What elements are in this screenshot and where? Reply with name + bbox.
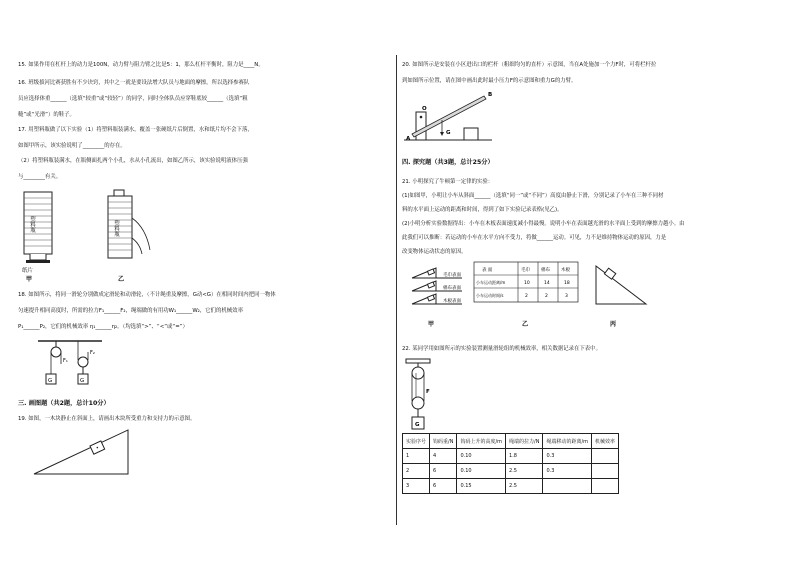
question-21-line2: (1)如图甲，小明让小车从斜面______（选填“同一”或“不同”）高度由静止下滑，分别记录了小车在三种不同材 <box>402 193 664 199</box>
t21-r2-0: 小车运动时间/s <box>476 293 504 298</box>
figure-22-pulley-block <box>402 357 434 433</box>
cell <box>592 479 619 494</box>
t21-r1-3: 18 <box>564 281 570 286</box>
surface-wood: 木板表面 <box>443 299 461 304</box>
question-20-line1: 20. 如图所示是安装在小区进出口的栏杆（粗细均匀的直杆）示意图，当在A处施加一个力F时，可将栏杆拉 <box>402 62 657 68</box>
label-F-22: F <box>426 389 430 395</box>
label-A: A <box>406 136 411 142</box>
question-21-line6: 改变物体运动状态的原因。 <box>402 249 467 255</box>
cell: 6 <box>430 464 457 479</box>
t21-r1-1: 10 <box>524 281 530 286</box>
cell: 4 <box>430 449 457 464</box>
label-bing-21: 丙 <box>610 321 617 328</box>
cell: 6 <box>430 479 457 494</box>
cell: 2.5 <box>506 479 543 494</box>
t21-head-3: 木板 <box>561 268 570 273</box>
question-21-line4: (2)小明分析实验数据得出：小车在木板表面速度减小得最慢。说明小车在表面越光滑的水平面上受到的摩擦力越小。由 <box>402 221 685 227</box>
t21-head-2: 棉布 <box>541 268 550 273</box>
t21-r2-1: 2 <box>525 294 528 299</box>
table-header-row <box>403 434 619 449</box>
th-weight: 钩码重/N <box>430 434 457 449</box>
question-20-line2: 到如图所示位置，请在图中画出此时最小压力F的示意图和重力G的力臂。 <box>402 78 577 84</box>
cell: 0.10 <box>457 449 506 464</box>
cell: 2.5 <box>506 464 543 479</box>
cell: 1.8 <box>506 449 543 464</box>
question-16-line1: 16. 班级拔河比赛获胜有不少诀窍，其中之一就是要设法增大队员与地面的摩擦，所以选择参赛队 <box>18 80 250 86</box>
th-force: 绳端的拉力/N <box>506 434 543 449</box>
cell: 3 <box>403 479 430 494</box>
label-jia-21: 甲 <box>428 321 435 328</box>
question-17-line2: 如图甲所示，该实验说明了________的存在。 <box>18 143 126 149</box>
figure-21-carts <box>410 258 654 334</box>
section-4-heading: 四. 探究题（共3题，总计25分） <box>402 159 494 166</box>
label-G2: G <box>80 378 85 384</box>
label-yi: 乙 <box>118 276 125 283</box>
question-21-line3: 料的水平面上运动的距离和时间，得到了如下实验记录表格(见乙)。 <box>402 207 563 213</box>
t21-r1-0: 小车运动距离/m <box>476 280 506 285</box>
question-18-line2: 匀速提升相同高度时，所需的拉力F₁______F₂，绳端做的有用功W₁______W₂，它们的机械效率 <box>18 308 243 314</box>
label-O: O <box>422 106 427 112</box>
column-divider <box>396 55 397 525</box>
figure-17-bottles <box>18 188 158 284</box>
cell <box>592 449 619 464</box>
question-16-line2: 员应选择体重______（选填“较重”或“较轻”）的同学，同时全体队员应穿鞋底较______（选填“粗 <box>18 96 248 102</box>
table-row <box>403 449 619 464</box>
question-17-line4: 与________有关。 <box>18 174 62 180</box>
th-height: 钩码上升的高度/m <box>457 434 506 449</box>
figure-18-pulleys <box>36 338 106 390</box>
question-21-line5: 此我们可以推断：若运动的小车在水平方向不受力，将做______运动。可见，力不是维持物体运动的原因，力是 <box>402 235 667 241</box>
label-G-22: G <box>415 422 420 428</box>
cell: 0.10 <box>457 464 506 479</box>
question-17-line1: 17. 用塑料瓶做了以下实验（1）将塑料瓶装满水，覆盖一张硬纸片后倒置，水和纸片均不会下落， <box>18 127 253 133</box>
card-label: 纸片 <box>22 268 34 274</box>
question-15: 15. 如果作用在杠杆上的动力是100N，动力臂与阻力臂之比是5：1，那么杠杆平衡时，阻力是____N。 <box>18 62 264 68</box>
incline-bing <box>596 266 646 304</box>
label-F2: F₂ <box>90 350 95 356</box>
cell: 2 <box>403 464 430 479</box>
cell: 0.3 <box>543 449 592 464</box>
th-efficiency: 机械效率 <box>592 434 619 449</box>
label-F1: F₁ <box>63 358 68 364</box>
t21-r2-2: 2 <box>545 294 548 299</box>
question-19: 19. 如图，一木块静止在斜面上，请画出木块所受重力和支持力的示意图。 <box>18 416 196 422</box>
question-18-line1: 18. 如图所示，将同一滑轮分别做成定滑轮和动滑轮，（不计绳重及摩擦，G动<G）在相同时间内把同一物体 <box>18 292 276 298</box>
t21-r2-3: 3 <box>565 294 568 299</box>
cell: 1 <box>403 449 430 464</box>
bottle-yi-label: 塑料瓶 <box>113 220 119 237</box>
t21-r1-2: 14 <box>544 281 550 286</box>
bottle-jia-label: 塑料瓶 <box>29 216 35 233</box>
cell <box>592 464 619 479</box>
th-trial: 实验序号 <box>403 434 430 449</box>
table-row <box>403 479 619 494</box>
pulley-efficiency-table <box>402 433 619 494</box>
cell: 0.15 <box>457 479 506 494</box>
label-G: G <box>446 130 451 136</box>
surface-towel: 毛巾表面 <box>443 273 461 278</box>
question-17-line3: （2）将塑料瓶装满水，在瓶侧面扎两个小孔，水从小孔流出，如图乙所示，该实验说明液体压强 <box>18 158 248 164</box>
label-yi-21: 乙 <box>522 321 529 328</box>
label-G1: G <box>48 378 53 384</box>
question-16-line3: 糙”或“光滑”）的鞋子。 <box>18 112 75 118</box>
th-distance: 绳端移动的距离/m <box>543 434 592 449</box>
table-row <box>403 464 619 479</box>
t21-head-1: 毛巾 <box>521 268 530 273</box>
label-B: B <box>488 92 493 98</box>
figure-20-barrier <box>402 88 512 146</box>
cell <box>543 479 592 494</box>
section-3-heading: 三. 画图题（共2题，总计10分） <box>18 400 110 407</box>
label-jia: 甲 <box>26 276 33 283</box>
question-18-line3: P₁______P₂，它们的机械效率 η₁______η₂。（均选填“>”、“<”或“=”） <box>18 324 188 330</box>
figure-19-incline <box>32 428 132 478</box>
t21-head-0: 表 面 <box>482 268 493 273</box>
surface-cotton: 棉布表面 <box>443 286 461 291</box>
question-21-line1: 21. 小明探究了牛顿第一定律的实验： <box>402 179 494 185</box>
question-22: 22. 某同学用如图所示的实验装置测量滑轮组的机械效率，相关数据记录在下表中。 <box>402 346 601 352</box>
cell: 0.3 <box>543 464 592 479</box>
